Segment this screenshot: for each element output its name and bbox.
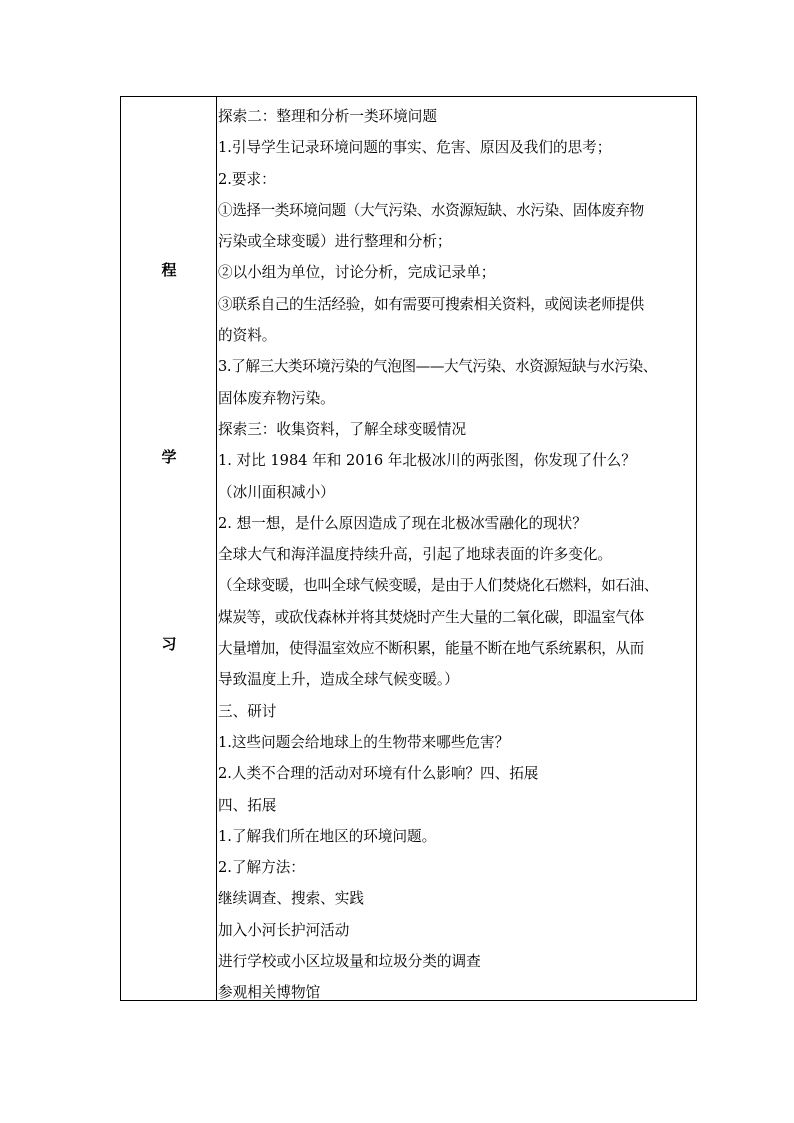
text-line: （冰川面积减小） bbox=[218, 483, 335, 501]
text-line: 煤炭等，或砍伐森林并将其焚烧时产生大量的二氧化碳，即温室气体 bbox=[218, 608, 644, 626]
text-line: 1.了解我们所在地区的环境问题。 bbox=[218, 827, 437, 845]
text-line: 2. 想一想，是什么原因造成了现在北极冰雪融化的现状？ bbox=[218, 514, 587, 532]
side-label-xue: 学 bbox=[161, 448, 177, 466]
text-line: 2.人类不合理的活动对环境有什么影响？四、拓展 bbox=[218, 765, 539, 783]
text-line: 1. 对比 1984 年和 2016 年北极冰川的两张图，你发现了什么？ bbox=[218, 452, 636, 470]
explore-two-heading: 探索二：整理和分析一类环境问题 bbox=[218, 108, 437, 125]
text-line: 2.要求： bbox=[218, 170, 276, 188]
text-line: 3.了解三大类环境污染的气泡图——大气污染、水资源短缺与水污染、 bbox=[218, 358, 657, 376]
text-line: 1.这些问题会给地球上的生物带来哪些危害？ bbox=[218, 733, 510, 751]
discussion-heading: 三、研讨 bbox=[218, 702, 277, 720]
lesson-content bbox=[218, 101, 696, 1009]
text-line: 导致温度上升，造成全球气候变暖。） bbox=[218, 671, 459, 689]
text-line: 的资料。 bbox=[218, 327, 277, 345]
text-line: 2.了解方法： bbox=[218, 859, 305, 877]
text-line: 继续调查、搜索、实践 bbox=[218, 890, 364, 908]
text-line: 1.引导学生记录环境问题的事实、危害、原因及我们的思考； bbox=[218, 139, 612, 157]
text-line: 加入小河长护河活动 bbox=[218, 921, 350, 939]
text-line: ③联系自己的生活经验，如有需要可搜索相关资料，或阅读老师提供 bbox=[218, 295, 644, 313]
side-label-cheng: 程 bbox=[161, 261, 177, 279]
text-line: 污染或全球变暖）进行整理和分析； bbox=[218, 233, 452, 251]
text-line: 参观相关博物馆 bbox=[218, 984, 321, 1002]
text-line: （全球变暖，也叫全球气候变暖，是由于人们焚烧化石燃料，如石油、 bbox=[218, 577, 659, 595]
side-label-xi: 习 bbox=[161, 635, 177, 653]
extension-heading: 四、拓展 bbox=[218, 796, 277, 814]
text-line: 大量增加，使得温室效应不断积累，能量不断在地气系统累积，从而 bbox=[218, 640, 644, 658]
explore-three-heading: 探索三：收集资料，了解全球变暖情况 bbox=[218, 420, 467, 438]
text-line: 全球大气和海洋温度持续升高，引起了地球表面的许多变化。 bbox=[218, 546, 613, 564]
text-line: 进行学校或小区垃圾量和垃圾分类的调查 bbox=[218, 953, 481, 971]
text-line: ②以小组为单位，讨论分析，完成记录单； bbox=[218, 264, 496, 282]
process-label-column bbox=[121, 97, 217, 1000]
lesson-table bbox=[120, 96, 697, 1001]
text-line: ①选择一类环境问题（大气污染、水资源短缺、水污染、固体废弃物 bbox=[218, 201, 644, 219]
text-line: 固体废弃物污染。 bbox=[218, 389, 335, 407]
